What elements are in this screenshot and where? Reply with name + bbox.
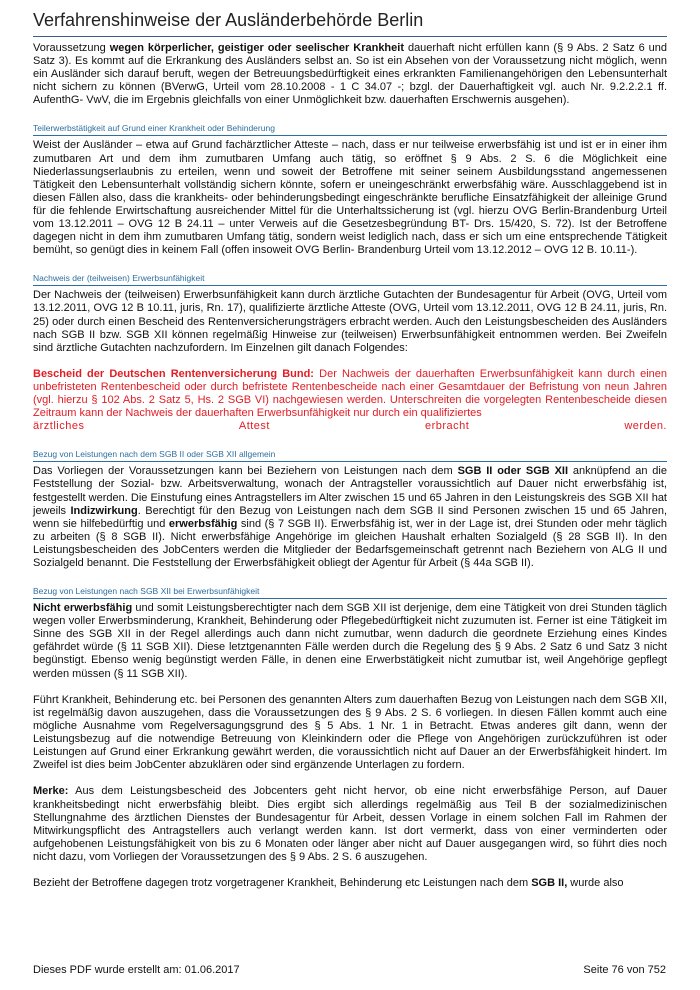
sgb-xii-paragraph-2: Führt Krankheit, Behinderung etc. bei Personen des genannten Alters zum dauerhaften Bezug von Leistungen nach dem SGB XII, ist regelmäßig davon auszugehen, dass die Voraussetzungen des § 9 Abs. 2 S. 6 vorliegen. In diesen Fällen kommt auch eine mögliche Ausnahme vom Regelversagungsgrund des § 5 Abs. 1 Nr. 1 in Betracht. Etwas anderes gilt dann, wenn der Leistungsbezug auf die notwendige Betreuung von Kleinkindern oder die Pflege von Angehörigen zurückzuführen ist oder Leistungen auf Grund einer Erkrankung gewährt werden, die voraussichtlich nicht auf Dauer an der Erwerbsfähigkeit hindert. Im Zweifel ist dies beim JobCenter abzuklären oder sind ergänzende Unterlagen zu fordern. bbox=[33, 693, 667, 772]
section-heading-nachweis: Nachweis der (teilweisen) Erwerbsunfähigkeit bbox=[33, 273, 667, 286]
page-title: Verfahrenshinweise der Ausländerbehörde Berlin bbox=[33, 10, 424, 30]
rentenversicherung-last-line: ärztliches Attest erbracht werden. bbox=[33, 420, 667, 433]
sgb-allgemein-paragraph: Das Vorliegen der Voraussetzungen kann bei Beziehern von Leistungen nach dem SGB II oder SGB XII anknüpfend an die Feststellung der Sozial- bzw. Arbeitsverwaltung, wonach der Antragsteller voraussichtlich auf Dauer nicht erwerbsfähig ist, festgestellt werden. Die Einstufung eines Antragstellers im Alter zwischen 15 und 65 Jahren in den Leistungskreis des SGB XII hat jeweils Indizwirkung. Berechtigt für den Bezug von Leistungen nach dem SGB II sind Personen zwischen 15 und 65 Jahren, wenn sie hilfebedürftig und erwerbsfähig sind (§ 7 SGB II). Erwerbsfähig ist, wer in der Lage ist, drei Stunden oder mehr täglich zu arbeiten (§ 8 SGB II). Nicht erwerbsfähige Angehörige im gleichen Haushalt erhalten Sozialgeld (§ 28 SGB II). In den Leistungsbescheiden des JobCenters werden die Mitglieder der Bedarfsgemeinschaft getrennt nach Beziehern von ALG II und Sozialgeld benannt. Die Feststellung der Erwerbsfähigkeit obliegt der Agentur für Arbeit (§ 44a SGB II). bbox=[33, 465, 667, 569]
title-divider bbox=[33, 36, 667, 37]
footer-created-date: Dieses PDF wurde erstellt am: 01.06.2017 bbox=[33, 964, 240, 976]
sgb-ii-paragraph: Bezieht der Betroffene dagegen trotz vorgetragener Krankheit, Behinderung etc Leistungen nach dem SGB II, wurde also bbox=[33, 877, 624, 890]
document-body bbox=[33, 42, 667, 890]
section-heading-sgb-allgemein: Bezug von Leistungen nach dem SGB II oder SGB XII allgemein bbox=[33, 449, 667, 462]
section-heading-teilerwerbstaetigkeit: Teilerwerbstätigkeit auf Grund einer Krankheit oder Behinderung bbox=[33, 123, 667, 136]
merke-paragraph: Merke: Aus dem Leistungsbescheid des Jobcenters geht nicht hervor, ob eine nicht erwerbsfähige Person, auf Dauer krankheitsbedingt nicht erwerbsfähig bleibt. Dies ergibt sich allerdings regelmäßig aus Teil B der sozialmedizinischen Stellungnahme des ärztlichen Dienstes der Bundesagentur für Arbeit, dessen Vorlage in einem solchen Fall im Rahmen der Mitwirkungspflicht des Antragstellers auch verlangt werden kann. Ist dort vermerkt, dass von einer verminderten oder aufgehobenen Leistungsfähigkeit von bis zu 6 Monaten oder länger aber nicht auf Dauer ausgegangen wird, so führt dies noch nicht dazu, vom Vorliegen der Voraussetzungen des § 9 Abs. 2 S. 6 auszugehen. bbox=[33, 785, 667, 863]
rentenversicherung-paragraph: Bescheid der Deutschen Rentenversicherung Bund: Der Nachweis der dauerhaften Erwerbsunfähigkeit kann durch einen unbefristeten Rentenbescheid oder durch befristete Rentenbescheide nach einer Gesamtdauer der Befristung von neun Jahren (vgl. hierzu § 102 Abs. 2 Satz 5, Hs. 2 SGB VI) nachgewiesen werden. Unterschreiten die vorgelegten Rentenbescheide diesen Zeitraum kann der Nachweis der dauerhaften Erwerbsunfähigkeit nur durch ein qualifiziertes bbox=[33, 367, 667, 420]
intro-paragraph: Voraussetzung wegen körperlicher, geistiger oder seelischer Krankheit dauerhaft nicht erfüllen kann (§ 9 Abs. 2 Satz 6 und Satz 3). Es kommt auf die Erkrankung des Ausländers selbst an. So ist ein Absehen von der Voraussetzung nicht möglich, wenn ein Ausländer sich darauf beruft, wegen der Betreuungsbedürftigkeit eines erkrankten Familienangehörigen den Lebensunterhalt nicht sichern zu können (BVerwG, Urteil vom 28.10.2008 - 1 C 34.07 -; bzgl. der Dauerhaftigkeit vgl. auch Nr. 9.2.2.2.1 ff. AufenthG- VwV, die im Ergebnis gleichfalls von einer Unmöglichkeit bzw. dauerhaften Erschwernis ausgehen). bbox=[33, 42, 668, 107]
sgb-xii-paragraph: Nicht erwerbsfähig und somit Leistungsberechtigter nach dem SGB XII ist derjenige, dem eine Tätigkeit von drei Stunden täglich wegen voller Erwerbsminderung, Krankheit, Behinderung oder Pflegebedürftigkeit nicht zuzumuten ist. Ferner ist eine Tätigkeit im Sinne des SGB XII in der Regel allerdings auch dann nicht zumutbar, wenn dadurch die geordnete Erziehung eines Kindes gefährdet würde (§ 11 SGB XII). Diese letztgenannten Fälle werden durch die Regelung des § 9 Abs. 2 Satz 6 und Satz 3 nicht begünstigt. Ebenso wenig begünstigt werden Fälle, in denen eine Erwerbstätigkeit nicht zumutbar ist, weil Angehörige gepflegt werden müssen (§ 11 SGB XII). bbox=[33, 602, 667, 680]
teilerwerbstaetigkeit-paragraph: Weist der Ausländer – etwa auf Grund fachärztlicher Atteste – nach, dass er nur teilweise erwerbsfähig ist und ist er in einer ihm zumutbaren Art und dem ihm zumutbaren Umfang auch tätig, so eröffnet § 9 Abs. 2 S. 6 die Möglichkeit eine Niederlassungserlaubnis zu erteilen, wenn und soweit der Betroffene mit seiner seinem Ausbildungsstand angemessenen Tätigkeit den Lebensunterhalt vollständig sichern könnte, sofern er uneingeschränkt erwerbsfähig wäre. Ausschlaggebend ist in diesen Fällen also, dass die krankheits- oder behinderungsbedingt eingeschränkte berufliche Einsatzfähigkeit der alleinige Grund für die fehlende Erwirtschaftung ausreichender Mittel für die Unterhaltssicherung ist (vgl. hierzu OVG Berlin-Brandenburg Urteil vom 13.12.2011 – OVG 12 B 24.11 – unter Verweis auf die Gesetzesbegründung BT- Drs. 15/420, S. 72). Ist der Betroffene dagegen nicht in dem ihm zumutbaren Umfang tätig, sondern weist lediglich nach, dass er sich um eine entsprechende Tätigkeit bemüht, so genügt dies in keinem Fall (offen insoweit OVG Berlin- Brandenburg Urteil vom 13.12.2012 – OVG 12 B. 10.11-). bbox=[33, 139, 667, 257]
nachweis-paragraph: Der Nachweis der (teilweisen) Erwerbsunfähigkeit kann durch ärztliche Gutachten der Bundesagentur für Arbeit (OVG, Urteil vom 13.12.2011, OVG 12 B 10.11, juris, Rn. 17), qualifizierte ärztliche Atteste (OVG, Urteil vom 13.12.2011, OVG 12 B 24.11, juris, Rn. 25) oder durch einen Bescheid des Rentenversicherungsträgers erbracht werden. Auch den Leistungsbescheiden des Ausländers nach SGB II bzw. SGB XII können regelmäßig Hinweise zur (teilweisen) Erwerbsunfähigkeit entnommen werden. Bei Zweifeln sind ärztliche Gutachten nachzufordern. Im Einzelnen gilt danach Folgendes: bbox=[33, 289, 667, 354]
section-heading-sgb-xii: Bezug von Leistungen nach SGB XII bei Erwerbsunfähigkeit bbox=[33, 586, 667, 599]
footer-page-number: Seite 76 von 752 bbox=[583, 964, 666, 976]
